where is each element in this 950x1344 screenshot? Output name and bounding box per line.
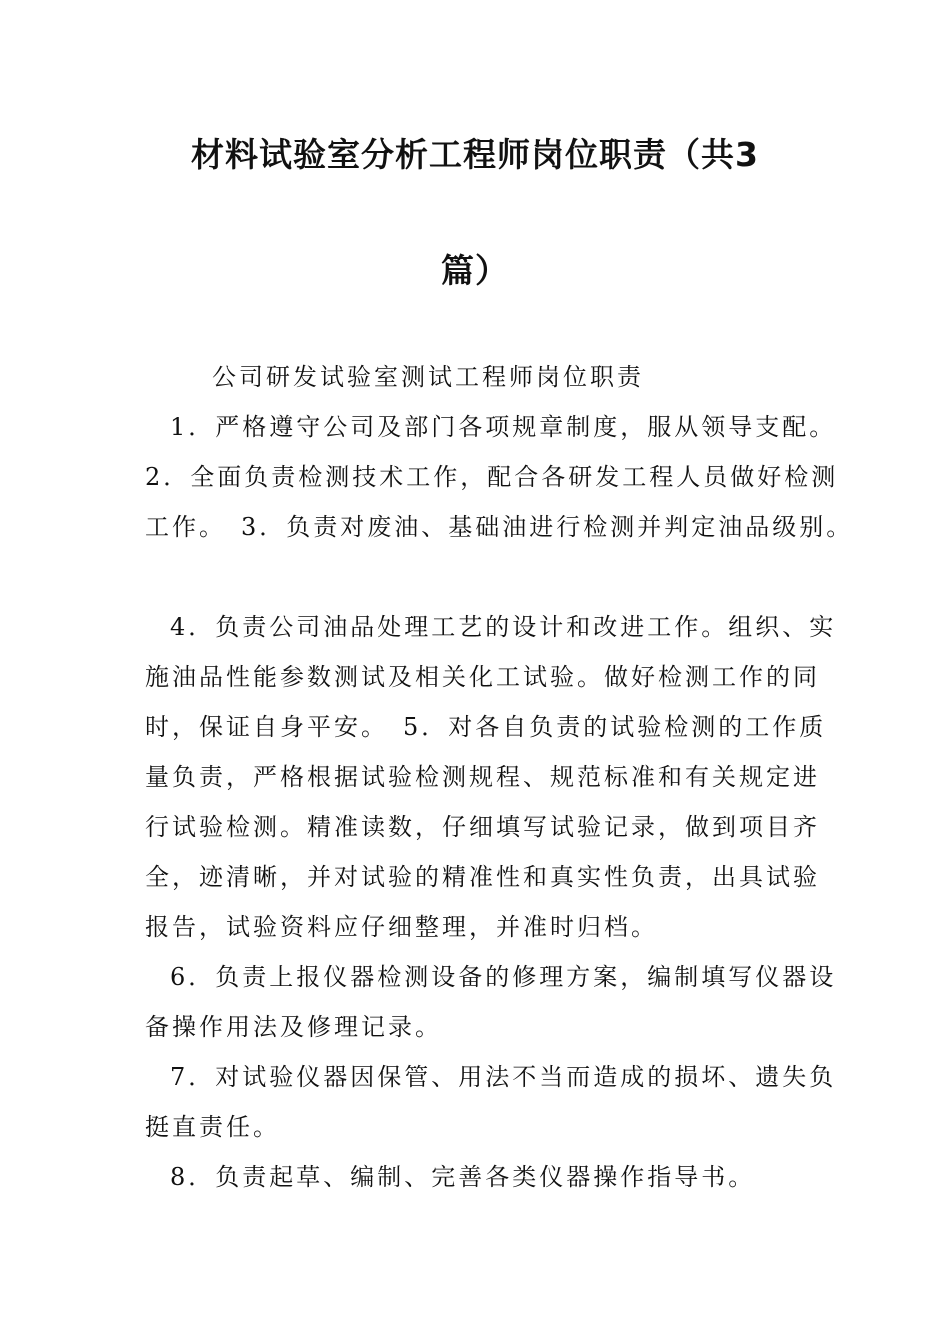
paragraph-line: 施油品性能参数测试及相关化工试验。做好检测工作的同 — [145, 663, 820, 691]
section-heading: 公司研发试验室测试工程师岗位职责 — [212, 363, 644, 391]
paragraph-line: 1．严格遵守公司及部门各项规章制度，服从领导支配。 — [170, 413, 837, 441]
paragraph-line: 报告，试验资料应仔细整理，并准时归档。 — [145, 913, 658, 941]
paragraph-line: 4．负责公司油品处理工艺的设计和改进工作。组织、实 — [170, 613, 837, 641]
paragraph-line: 2．全面负责检测技术工作，配合各研发工程人员做好检测 — [145, 463, 839, 491]
paragraph-line: 全，迹清晰，并对试验的精准性和真实性负责，出具试验 — [145, 863, 820, 891]
paragraph-line: 备操作用法及修理记录。 — [145, 1013, 442, 1041]
paragraph-line: 6．负责上报仪器检测设备的修理方案，编制填写仪器设 — [170, 963, 837, 991]
paragraph-line: 时，保证自身平安。 5．对各自负责的试验检测的工作质 — [145, 713, 827, 741]
document-title-line-1: 材料试验室分析工程师岗位职责（共3 — [191, 135, 759, 174]
paragraph-line: 行试验检测。精准读数，仔细填写试验记录，做到项目齐 — [145, 813, 820, 841]
paragraph-line: 量负责，严格根据试验检测规程、规范标准和有关规定进 — [145, 763, 820, 791]
document-title-line-2: 篇） — [441, 251, 509, 290]
paragraph-line: 工作。 3．负责对废油、基础油进行检测并判定油品级别。 — [145, 513, 854, 541]
paragraph-line: 8．负责起草、编制、完善各类仪器操作指导书。 — [170, 1163, 756, 1191]
paragraph-line: 挺直责任。 — [145, 1113, 280, 1141]
paragraph-line: 7．对试验仪器因保管、用法不当而造成的损坏、遗失负 — [170, 1063, 837, 1091]
